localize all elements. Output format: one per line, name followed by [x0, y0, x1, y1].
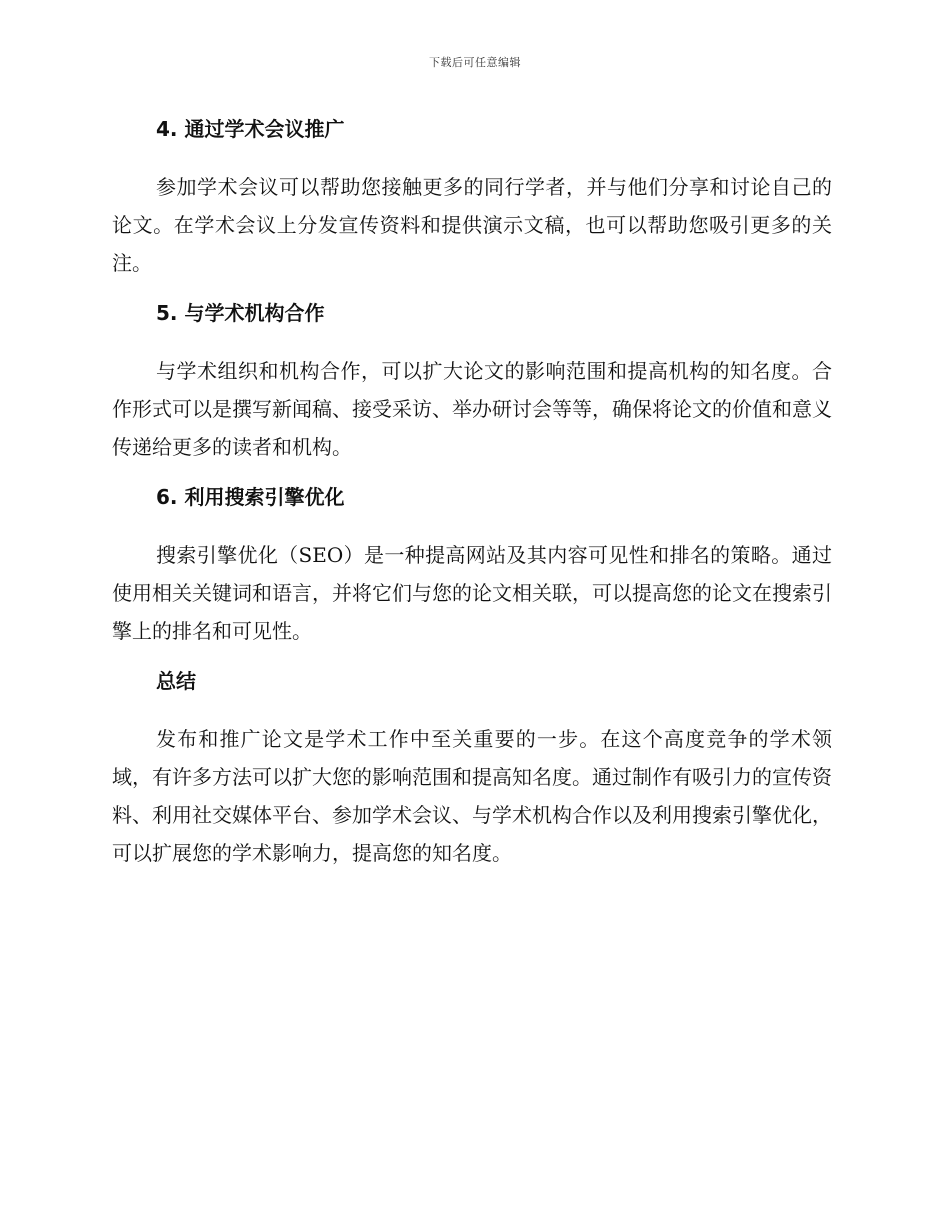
section-paragraph: 搜索引擎优化（SEO）是一种提高网站及其内容可见性和排名的策略。通过使用相关关键词和语言，并将它们与您的论文相关联，可以提高您的论文在搜索引擎上的排名和可见性。 — [112, 543, 832, 643]
section-heading: 6. 利用搜索引擎优化 — [156, 485, 345, 509]
document-body — [112, 110, 832, 890]
section-heading: 总结 — [156, 669, 196, 693]
page-header-note: 下载后可任意编辑 — [429, 56, 521, 69]
section-heading: 4. 通过学术会议推广 — [156, 117, 345, 141]
section-conference-promotion — [112, 116, 832, 282]
section-institution-cooperation — [112, 300, 832, 466]
section-paragraph: 与学术组织和机构合作，可以扩大论文的影响范围和提高机构的知名度。合作形式可以是撰写新闻稿、接受采访、举办研讨会等等，确保将论文的价值和意义传递给更多的读者和机构。 — [112, 359, 832, 459]
section-heading: 5. 与学术机构合作 — [156, 301, 325, 325]
section-paragraph: 参加学术会议可以帮助您接触更多的同行学者，并与他们分享和讨论自己的论文。在学术会议上分发宣传资料和提供演示文稿，也可以帮助您吸引更多的关注。 — [112, 175, 832, 275]
section-summary — [112, 668, 832, 872]
section-paragraph: 发布和推广论文是学术工作中至关重要的一步。在这个高度竞争的学术领域，有许多方法可以扩大您的影响范围和提高知名度。通过制作有吸引力的宣传资料、利用社交媒体平台、参加学术会议、与学术机构合作以及利用搜索引擎优化，可以扩展您的学术影响力，提高您的知名度。 — [112, 727, 832, 865]
section-seo — [112, 484, 832, 650]
